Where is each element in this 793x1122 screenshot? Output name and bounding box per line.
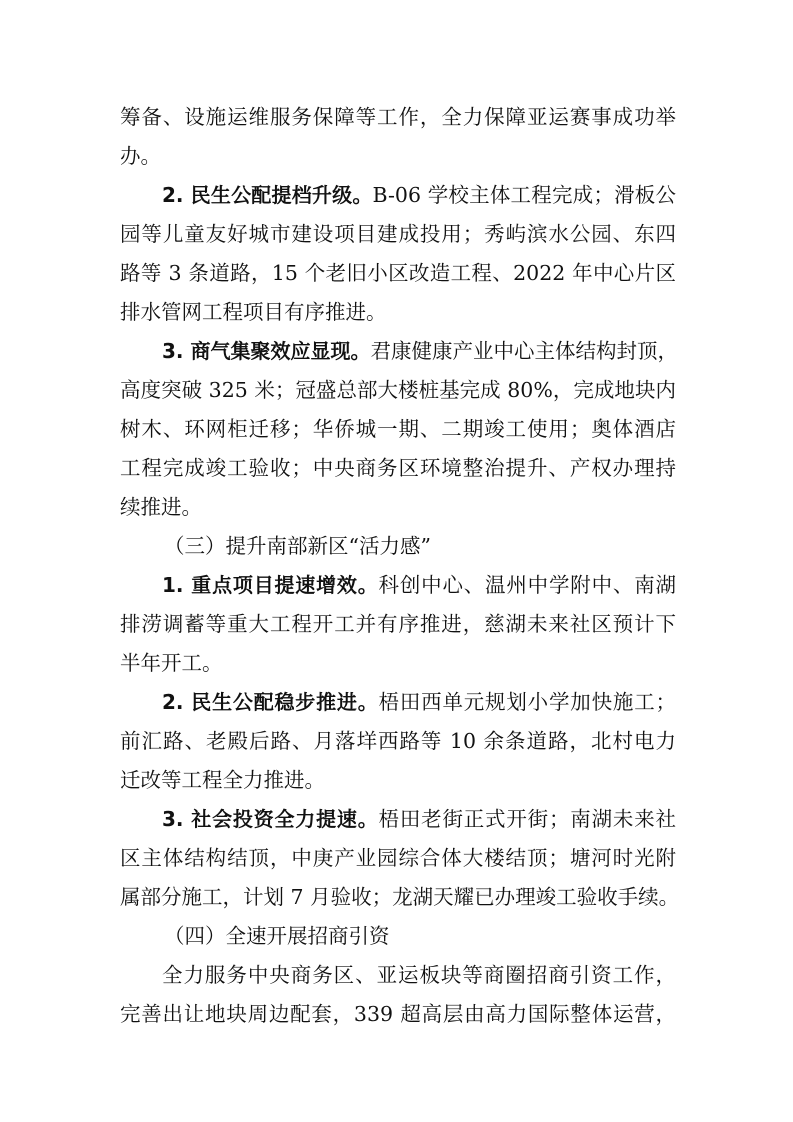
text-line: 排水管网工程项目有序推进。 — [120, 300, 387, 324]
text-run: B-06 学校主体工程完成；滑板公 — [372, 183, 676, 207]
text-line: 迁改等工程全力推进。 — [120, 768, 325, 792]
paragraph-start — [120, 800, 676, 839]
text-line: 园等儿童友好城市建设项目建成投用；秀屿滨水公园、东四 — [120, 222, 676, 246]
item-heading: 2. 民生公配稳步推进。 — [162, 690, 379, 714]
text-line: 半年开工。 — [120, 651, 223, 675]
item-heading: 2. 民生公配提档升级。 — [162, 183, 373, 207]
text-line: 路等 3 条道路，15 个老旧小区改造工程、2022 年中心片区 — [120, 261, 676, 285]
text-line: 完善出让地块周边配套，339 超高层由高力国际整体运营， — [120, 1002, 676, 1026]
text-line: 属部分施工，计划 7 月验收；龙湖天耀已办理竣工验收手续。 — [120, 885, 680, 909]
text-line: 筹备、设施运维服务保障等工作，全力保障亚运赛事成功举 — [120, 105, 676, 129]
paragraph-start — [120, 176, 676, 215]
text-line: 高度突破 325 米；冠盛总部大楼桩基完成 80%，完成地块内 — [120, 378, 676, 402]
text-run: 梧田西单元规划小学加快施工； — [378, 690, 676, 714]
paragraph-start — [120, 566, 676, 605]
section-heading: （三）提升南部新区“活力感” — [164, 534, 431, 558]
text-run: 君康健康产业中心主体结构封顶， — [370, 339, 678, 363]
text-line: 树木、环网柜迁移；华侨城一期、二期竣工使用；奥体酒店 — [120, 417, 676, 441]
text-run: 梧田老街正式开街；南湖未来社 — [378, 807, 676, 831]
paragraph-start — [120, 332, 676, 371]
document-page — [120, 98, 680, 1034]
section-heading: （四）全速开展招商引资 — [164, 924, 390, 948]
item-heading: 1. 重点项目提速增效。 — [162, 573, 379, 597]
item-heading: 3. 商气集聚效应显现。 — [162, 339, 371, 363]
paragraph-start: 全力服务中央商务区、亚运板块等商圈招商引资工作， — [162, 963, 676, 987]
text-line: 区主体结构结顶，中庚产业园综合体大楼结顶；塘河时光附 — [120, 846, 676, 870]
text-line: 前汇路、老殿后路、月落垟西路等 10 余条道路，北村电力 — [120, 729, 676, 753]
text-line: 办。 — [120, 144, 161, 168]
text-line: 工程完成竣工验收；中央商务区环境整治提升、产权办理持 — [120, 456, 676, 480]
text-line: 排涝调蓄等重大工程开工并有序推进，慈湖未来社区预计下 — [120, 612, 676, 636]
text-run: 科创中心、温州中学附中、南湖 — [378, 573, 676, 597]
paragraph-start — [120, 683, 676, 722]
text-line: 续推进。 — [120, 495, 202, 519]
item-heading: 3. 社会投资全力提速。 — [162, 807, 379, 831]
